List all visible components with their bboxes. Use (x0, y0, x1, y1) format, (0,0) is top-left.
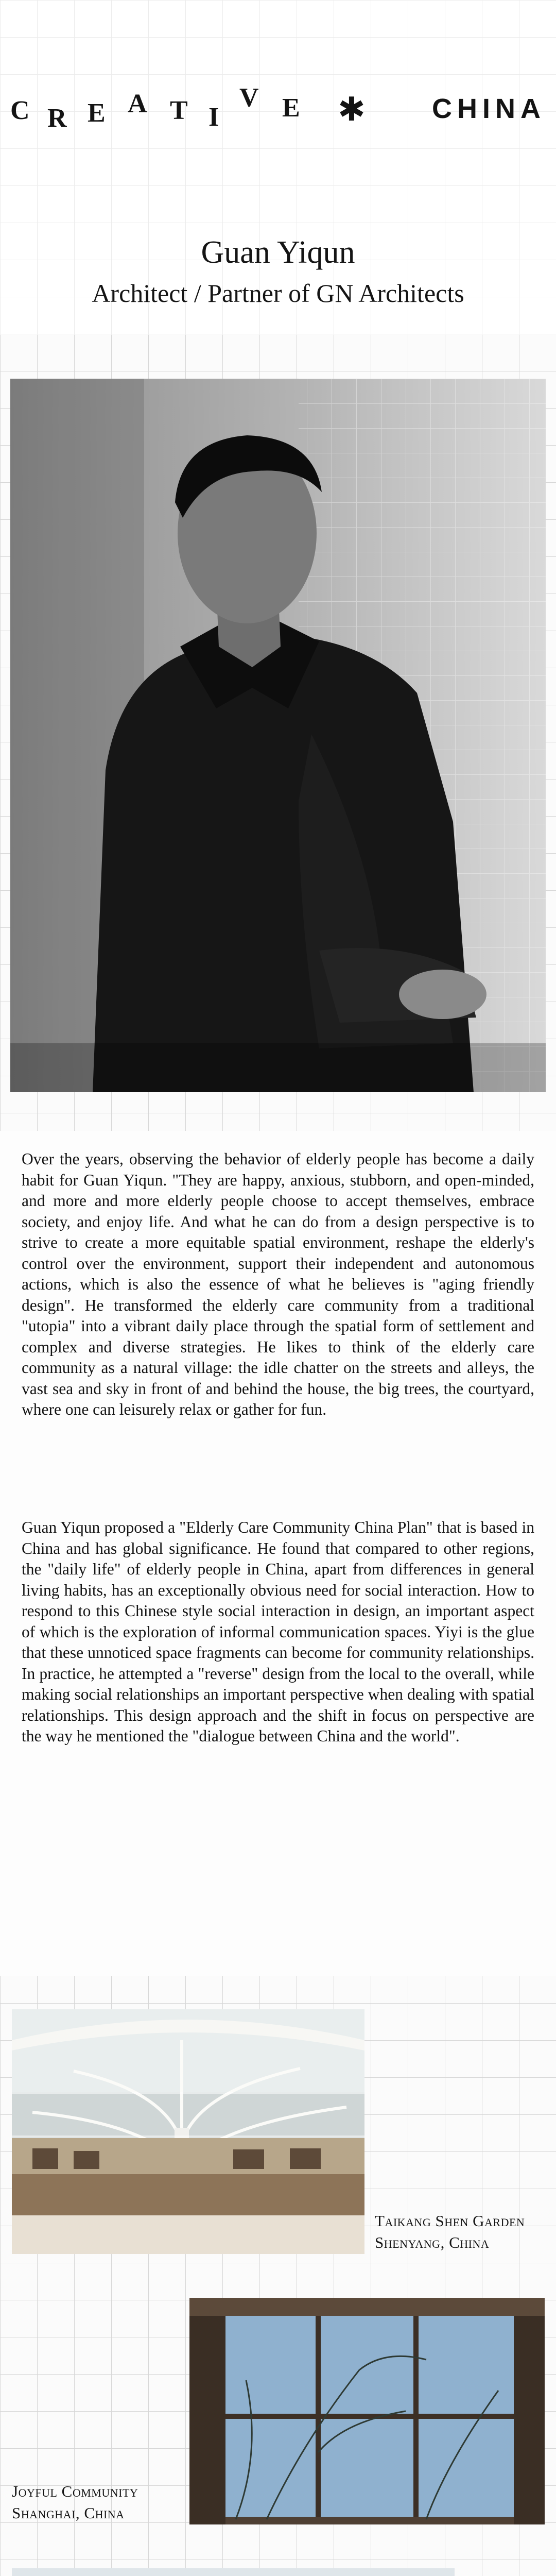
project-illustration (12, 2568, 455, 2576)
article-paragraph: Over the years, observing the behavior of elderly people has become a daily habit for Guan Yiqun. "They are happy, anxious, stubborn, and open-minded, and more and more elderly people choose to accept themselves, embrace society, and enjoy life. And what he can do from a design perspective is to strive to create a more equitable spatial environment, reshape the elderly's control over the environment, support their independent and autonomous actions, which is also the essence of what he believes is "aging friendly design". He transformed the elderly care community from a traditional "utopia" into a vibrant daily place through the spatial form of settlement and complex and diverse strategies. He likes to think of the elderly care community as a natural village: the idle chatter on the streets and alleys, the vast sea and sky in front of and behind the house, the big trees, the courtyard, where one can leisurely relax or gather for fun. (22, 1150, 534, 1418)
header (0, 0, 556, 335)
masthead-letter: E (282, 93, 301, 123)
project-caption-location: Shanghai, China (12, 2504, 125, 2522)
masthead-letter: E (88, 98, 107, 128)
profile-name: Guan Yiqun (201, 235, 355, 270)
project-caption-title: Taikang Shen Garden (375, 2212, 525, 2230)
project-illustration (189, 2298, 545, 2524)
masthead-letter: V (239, 83, 260, 112)
project-photo-joyful (189, 2298, 545, 2524)
project-illustration (12, 2009, 364, 2254)
portrait-photo (10, 379, 546, 1092)
profile-role: Architect / Partner of GN Architects (92, 279, 464, 308)
masthead-letter: T (170, 96, 189, 125)
masthead (10, 77, 546, 134)
masthead-country: CHINA (432, 93, 546, 124)
masthead-letter: R (47, 104, 68, 133)
portrait-illustration (10, 379, 546, 1092)
article-paragraph: Guan Yiqun proposed a "Elderly Care Community China Plan" that is based in China and has global significance. He found that compared to other regions, the "daily life" of elderly people in China, apart from differences in general living habits, has an exceptionally obvious need for social interaction. How to respond to this Chinese style social interaction in design, an important aspect of which is the exploration of informal communication spaces. Yiyi is the glue that these unnoticed space fragments can become for community relationships. In practice, he attempted a "reverse" design from the local to the overall, while making social relationships an important perspective when dealing with spatial relationships. This design approach and the shift in focus on perspective are the way he mentioned the "dialogue between China and the world". (22, 1518, 534, 1745)
project-caption-title: Joyful Community (12, 2482, 138, 2500)
project-caption-taikang (375, 2210, 550, 2253)
masthead-letter: A (128, 89, 148, 118)
project-caption-joyful (12, 2481, 182, 2524)
project-caption-location: Shenyang, China (375, 2233, 490, 2251)
asterisk-icon: ✱ (338, 91, 366, 129)
article (0, 1131, 556, 1976)
project-photo-weifang (12, 2568, 455, 2576)
masthead-letter: C (10, 96, 31, 125)
project-photo-taikang (12, 2009, 364, 2254)
masthead-letter: I (208, 103, 220, 132)
